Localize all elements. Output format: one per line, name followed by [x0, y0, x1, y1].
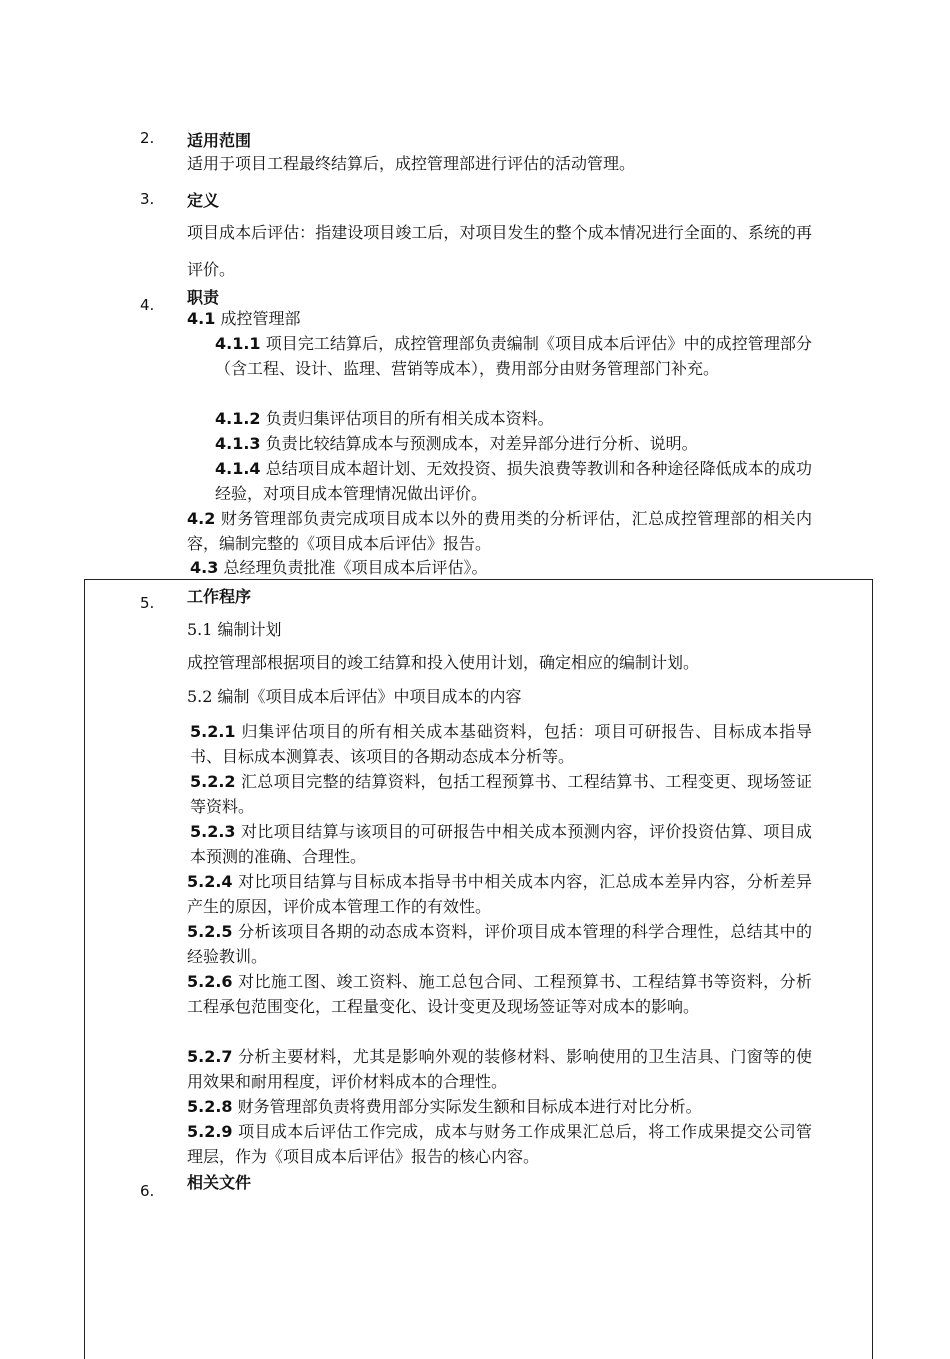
section-4-1-4	[215, 456, 812, 506]
section-5-2-5-text: 分析该项目各期的动态成本资料，评价项目成本管理的科学合理性，总结其中的经验教训。	[187, 922, 812, 966]
section-5-2-1-label: 5.2.1	[190, 722, 236, 741]
section-4-1-text: 成控管理部	[220, 309, 301, 328]
section-5-number: 5.	[140, 594, 155, 612]
section-5-2-1-text: 归集评估项目的所有相关成本基础资料，包括：项目可研报告、目标成本指导书、目标成本测算表、该项目的各期动态成本分析等。	[190, 722, 812, 766]
section-5-2-3	[190, 819, 812, 869]
section-4-1-2	[215, 406, 812, 431]
section-4-1-2-text: 负责归集评估项目的所有相关成本资料。	[265, 409, 554, 428]
section-5-2-4	[187, 869, 812, 919]
section-4-2	[187, 506, 812, 556]
section-4-1-1-label: 4.1.1	[215, 334, 261, 353]
section-4-number: 4.	[140, 296, 155, 314]
section-5-2-9-text: 项目成本后评估工作完成，成本与财务工作成果汇总后，将工作成果提交公司管理层，作为《项目成本后评估》报告的核心内容。	[187, 1122, 812, 1166]
section-4-3	[190, 555, 815, 580]
section-5-2-4-label: 5.2.4	[187, 872, 233, 891]
section-4-1-label: 4.1	[187, 309, 216, 328]
section-4-1-4-label: 4.1.4	[215, 459, 261, 478]
section-4-title: 职责	[187, 288, 220, 307]
section-5-2-7-text: 分析主要材料，尤其是影响外观的装修材料、影响使用的卫生洁具、门窗等的使用效果和耐用程度，评价材料成本的合理性。	[187, 1047, 812, 1091]
section-5-2-4-text: 对比项目结算与目标成本指导书中相关成本内容，汇总成本差异内容，分析差异产生的原因，评价成本管理工作的有效性。	[187, 872, 812, 916]
section-2-text: 适用于项目工程最终结算后，成控管理部进行评估的活动管理。	[187, 154, 636, 173]
section-5-2-7	[187, 1044, 812, 1094]
section-5-2-8-label: 5.2.8	[187, 1097, 233, 1116]
section-4-1-1	[215, 331, 812, 381]
section-5-1-text: 成控管理部根据项目的竣工结算和投入使用计划，确定相应的编制计划。	[187, 653, 700, 672]
section-4-1-3	[215, 431, 812, 456]
section-5-2-2-label: 5.2.2	[190, 772, 236, 791]
section-2-number: 2.	[140, 129, 155, 147]
section-5-2-8-text: 财务管理部负责将费用部分实际发生额和目标成本进行对比分析。	[237, 1097, 702, 1116]
section-3-title: 定义	[187, 191, 220, 210]
section-5-2-9	[187, 1119, 812, 1169]
section-5-2-3-label: 5.2.3	[190, 822, 236, 841]
section-5-2-5	[187, 919, 812, 969]
section-6-title: 相关文件	[187, 1173, 252, 1192]
section-3-text: 项目成本后评估：指建设项目竣工后，对项目发生的整个成本情况进行全面的、系统的再评价。	[187, 223, 812, 279]
section-5-2-heading: 5.2 编制《项目成本后评估》中项目成本的内容	[187, 687, 522, 706]
section-5-2-6	[187, 969, 812, 1019]
section-4-1-3-label: 4.1.3	[215, 434, 261, 453]
section-5-2-1	[190, 719, 812, 769]
section-4-1-1-text: 项目完工结算后，成控管理部负责编制《项目成本后评估》中的成控管理部分（含工程、设计、监理、营销等成本），费用部分由财务管理部门补充。	[215, 334, 812, 378]
section-4-3-label: 4.3	[190, 558, 219, 577]
section-5-2-2-text: 汇总项目完整的结算资料，包括工程预算书、工程结算书、工程变更、现场签证等资料。	[190, 772, 812, 816]
section-4-2-text: 财务管理部负责完成项目成本以外的费用类的分析评估，汇总成控管理部的相关内容，编制完整的《项目成本后评估》报告。	[187, 509, 812, 553]
section-5-2-3-text: 对比项目结算与该项目的可研报告中相关成本预测内容，评价投资估算、项目成本预测的准确、合理性。	[190, 822, 812, 866]
section-4-1-3-text: 负责比较结算成本与预测成本，对差异部分进行分析、说明。	[265, 434, 698, 453]
section-6-number: 6.	[140, 1182, 155, 1200]
section-5-title: 工作程序	[187, 587, 252, 606]
section-5-2-2	[190, 769, 812, 819]
section-4-1-4-text: 总结项目成本超计划、无效投资、损失浪费等教训和各种途径降低成本的成功经验，对项目成本管理情况做出评价。	[215, 459, 812, 503]
section-5-2-8	[187, 1094, 812, 1119]
section-4-3-text: 总经理负责批准《项目成本后评估》。	[223, 558, 488, 577]
section-4-1-2-label: 4.1.2	[215, 409, 261, 428]
section-5-1-heading: 5.1 编制计划	[187, 620, 282, 639]
section-3-number: 3.	[140, 190, 155, 208]
section-5-2-5-label: 5.2.5	[187, 922, 233, 941]
section-5-2-9-label: 5.2.9	[187, 1122, 233, 1141]
section-4-2-label: 4.2	[187, 509, 216, 528]
section-5-2-7-label: 5.2.7	[187, 1047, 233, 1066]
section-4-1	[187, 306, 812, 331]
section-5-2-6-text: 对比施工图、竣工资料、施工总包合同、工程预算书、工程结算书等资料，分析工程承包范围变化，工程量变化、设计变更及现场签证等对成本的影响。	[187, 972, 812, 1016]
section-2-title: 适用范围	[187, 131, 252, 150]
section-5-2-6-label: 5.2.6	[187, 972, 233, 991]
